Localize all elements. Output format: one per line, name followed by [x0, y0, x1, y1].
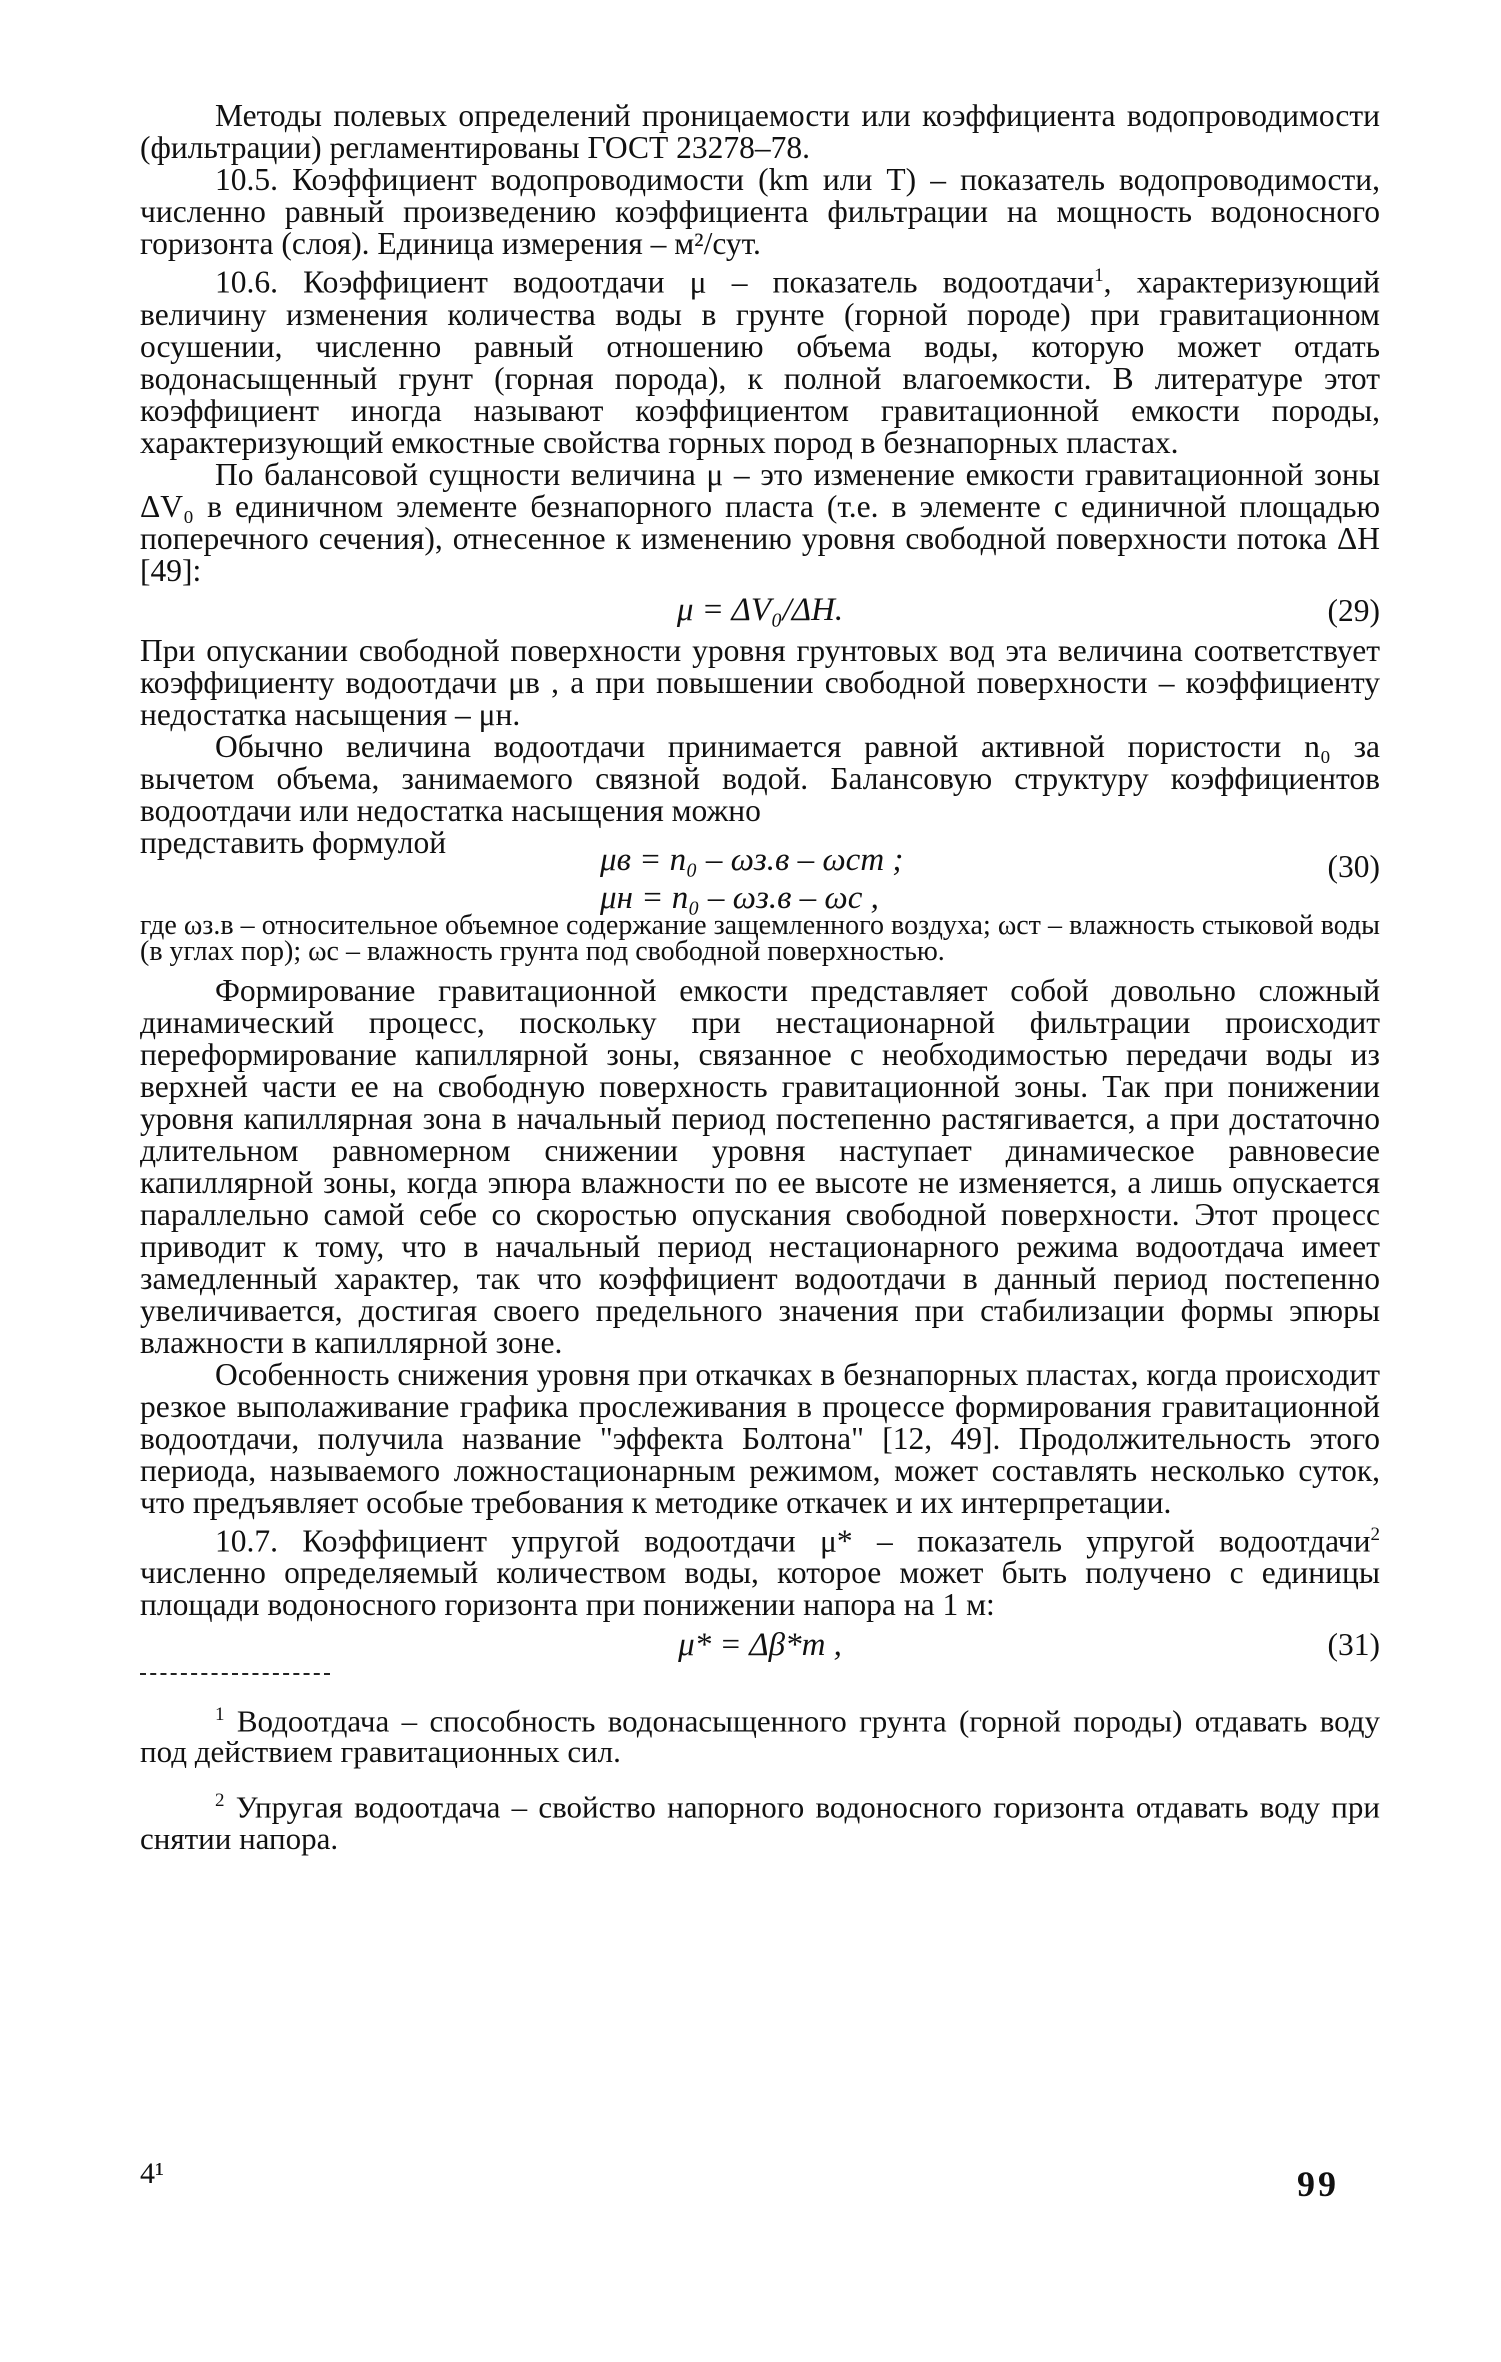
- signature-mark: 4¹: [140, 2157, 164, 2190]
- formula-31: [140, 1621, 1380, 1669]
- formula-number: (31): [1327, 1627, 1380, 1662]
- document-page: [140, 100, 1380, 1854]
- page-number: 99: [1297, 2164, 1339, 2204]
- paragraph: Формирование гравитационной емкости представляет собой довольно сложный динамический процесс, поскольку при нестационарной фильтрации происходит переформирование капиллярной зоны, связанное с необходимостью передачи воды из верхней части ее на свободную поверхность гравитационной зоны. Так при понижении уровня капиллярная зона в начальный период постепенно растягивается, а при достаточно длительном равномерном снижении уровня наступает динамическое равновесие капиллярной зоны, когда эпюра влажности по ее высоте не изменяется, а лишь опускается параллельно самой себе со скоростью опускания свободной поверхности. Этот процесс приводит к тому, что в начальный период нестационарного режима водоотдача имеет замедленный характер, так что коэффициент водоотдачи в данный период постепенно увеличивается, достигая своего предельного значения при стабилизации формы эпюры влажности в капиллярной зоне.: [140, 972, 1380, 1360]
- formula-expression: μ = ΔV₀/ΔH.: [676, 592, 844, 628]
- paragraph: По балансовой сущности величина μ – это изменение емкости гравитационной зоны ΔV₀ в единичном элементе безнапорного пласта (т.е. в элементе с единичной площадью поперечного сечения), отнесенное к изменению уровня свободной поверхности потока ΔH [49]:: [140, 456, 1380, 588]
- footnote-marker: 1: [215, 1704, 225, 1725]
- text: 10.6. Коэффициент водоотдачи μ – показатель водоотдачи: [215, 264, 1095, 300]
- formula-line: μв = n₀ – ωз.в – ωст ;: [600, 841, 904, 878]
- paragraph: При опускании свободной поверхности уровня грунтовых вод эта величина соответствует коэффициенту водоотдачи μв , а при повышении свободной поверхности – коэффициенту недостатка насыщения – μн.: [140, 632, 1380, 732]
- paragraph: Обычно величина водоотдачи принимается равной активной пористости n₀ за вычетом объема, занимаемого связной водой. Балансовую структуру коэффициентов водоотдачи или недостатка насыщения можно: [140, 728, 1380, 828]
- footnote-1: [140, 1699, 1381, 1770]
- footnote-marker: 2: [215, 1790, 225, 1812]
- text: 10.7. Коэффициент упругой водоотдачи μ* – показатель упругой водоотдачи: [215, 1523, 1371, 1558]
- footnote-2: [140, 1785, 1380, 1856]
- formula-number: (30): [1327, 848, 1380, 884]
- paragraph: Особенность снижения уровня при откачках в безнапорных пластах, когда происходит резкое выполаживание графика прослеживания в процессе формирования гравитационной водоотдачи, получила название "эффекта Болтона" [12, 49]. Продолжительность этого периода, называемого ложностационарным режимом, может составлять несколько суток, что предъявляет особые требования к методике откачек и их интерпретации.: [140, 1356, 1380, 1520]
- paragraph-10-7: [140, 1519, 1380, 1622]
- formula-expression: μ* = Δβ*m ,: [678, 1626, 842, 1663]
- paragraph-10-6: [140, 260, 1380, 459]
- formula-intro: представить формулой: [140, 824, 447, 860]
- formula-30: [140, 824, 1380, 916]
- formula-line: μн = n₀ – ωз.в – ωс ,: [600, 879, 879, 916]
- text: численно определяемый количеством воды, которое может быть получено с единицы площади водоносного горизонта при понижении напора на 1 м:: [140, 1555, 1380, 1622]
- paragraph: Методы полевых определений проницаемости или коэффициента водопроводимости (фильтрации) регламентированы ГОСТ 23278–78.: [140, 98, 1380, 165]
- footnote-text: Водоотдача – способность водонасыщенного грунта (горной породы) отдавать воду под действием гравитационных сил.: [140, 1703, 1381, 1770]
- footnote-ref: 2: [1370, 1523, 1380, 1545]
- paragraph-legend: где ωз.в – относительное объемное содержание защемленного воздуха; ωст – влажность стыковой воды (в углах пор); ωс – влажность грунта под свободной поверхностью.: [140, 909, 1380, 967]
- formula-29: [140, 587, 1380, 635]
- formula-number: (29): [1327, 592, 1380, 628]
- paragraph-10-5: 10.5. Коэффициент водопроводимости (km или T) – показатель водопроводимости, численно равный произведению коэффициента фильтрации на мощность водоносного горизонта (слоя). Единица измерения – м²/сут.: [140, 162, 1380, 261]
- footnote-ref: 1: [1094, 265, 1104, 286]
- footnote-divider: [140, 1673, 330, 1675]
- text: , характеризующий величину изменения количества воды в грунте (горной породе) при гравитационном осушении, численно равный отношению объема воды, которую может отдать водонасыщенный грунт (горная порода), к полной влагоемкости. В литературе этот коэффициент иногда называют коэффициентом гравитационной емкости породы, характеризующий емкостные свойства горных пород в безнапорных пластах.: [140, 264, 1380, 460]
- formula-lines: [600, 841, 903, 917]
- footnote-text: Упругая водоотдача – свойство напорного водоносного горизонта отдавать воду при снятии напора.: [140, 1789, 1380, 1856]
